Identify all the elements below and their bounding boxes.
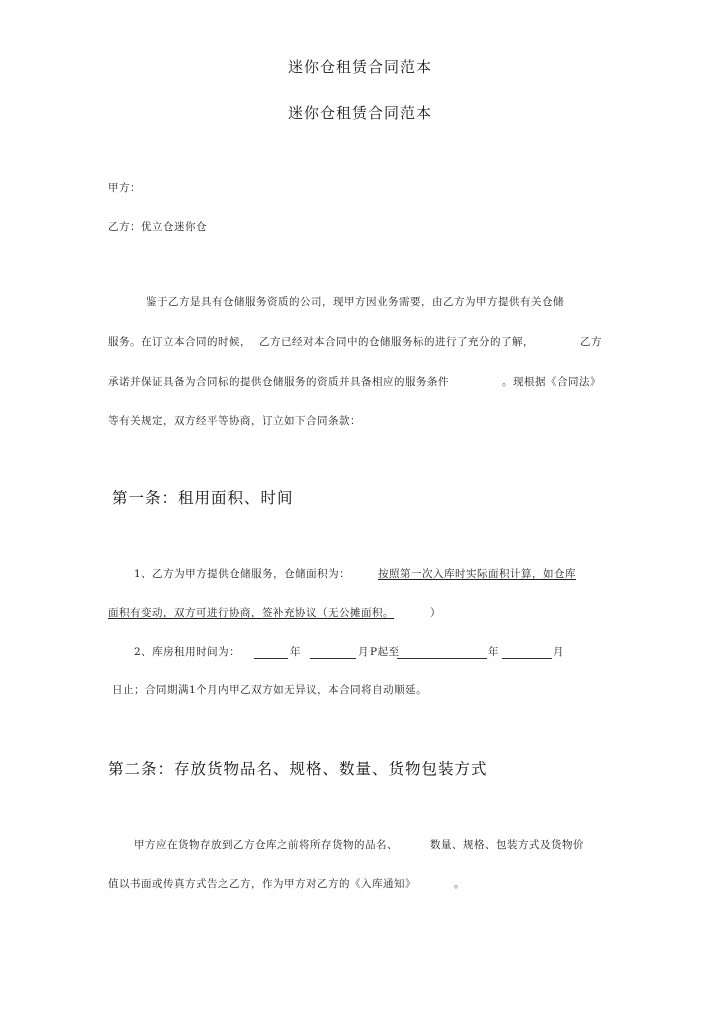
article-1-month-2: 月 xyxy=(553,646,564,658)
article-1-item-1b: 按照第一次入库时实际面积计算，如仓库 xyxy=(378,568,576,580)
blank-month-2 xyxy=(502,649,552,659)
article-1-year-1: 年 xyxy=(290,646,301,658)
intro-line-3a: 承诺并保证具备为合同标的提供仓储服务的资质并具备相应的服务条件 xyxy=(108,376,449,388)
document-subtitle: 迷你仓租赁合同范本 xyxy=(287,104,432,122)
intro-line-1: 鉴于乙方是具有仓储服务资质的公司，现甲方因业务需要，由乙方为甲方提供有关仓储 xyxy=(146,296,564,308)
document-title: 迷你仓租赁合同范本 xyxy=(287,58,432,76)
article-2-heading: 第二条：存放货物品名、规格、数量、货物包装方式 xyxy=(108,760,488,778)
article-1-item-2-tail: 日止；合同期满1个月内甲乙双方如无异议，本合同将自动顺延。 xyxy=(112,684,428,696)
article-1-month-1: 月 xyxy=(358,646,369,658)
article-1-from: P起至 xyxy=(370,646,400,658)
intro-line-2b: 乙方已经对本合同中的仓储服务标的进行了充分的了解， xyxy=(259,336,534,348)
article-1-item-1d: ） xyxy=(430,607,441,619)
article-2-para-1a: 甲方应在货物存放到乙方仓库之前将所存货物的品名、 xyxy=(134,839,398,851)
blank-year-1 xyxy=(254,649,288,659)
article-1-item-2-label: 2、库房租用时间为： xyxy=(134,646,241,658)
blank-month-1 xyxy=(310,649,356,659)
article-2-para-1b: 数量、规格、包装方式及货物价 xyxy=(430,839,584,851)
party-a-label: 甲方： xyxy=(108,182,141,194)
intro-line-2a: 服务。在订立本合同的时候， xyxy=(108,336,251,348)
article-2-para-2b: 。 xyxy=(454,878,465,890)
blank-year-2 xyxy=(397,649,487,659)
article-1-heading: 第一条：租用面积、时间 xyxy=(112,489,294,507)
intro-line-4: 等有关规定，双方经平等协商，订立如下合同条款： xyxy=(108,415,361,427)
article-2-para-2a: 值以书面或传真方式告之乙方，作为甲方对乙方的《入库通知》 xyxy=(108,878,416,890)
article-1-item-1c: 面积有变动，双方可进行协商，签补充协议（无公摊面积。 xyxy=(108,607,394,619)
article-1-item-1a: 1、乙方为甲方提供仓储服务，仓储面积为： xyxy=(134,568,351,580)
intro-line-2c: 乙方 xyxy=(580,336,602,348)
party-b-label: 乙方：优立仓迷你仓 xyxy=(108,221,207,233)
intro-line-3b: 。现根据《合同法》 xyxy=(502,376,601,388)
article-1-year-2: 年 xyxy=(488,646,499,658)
